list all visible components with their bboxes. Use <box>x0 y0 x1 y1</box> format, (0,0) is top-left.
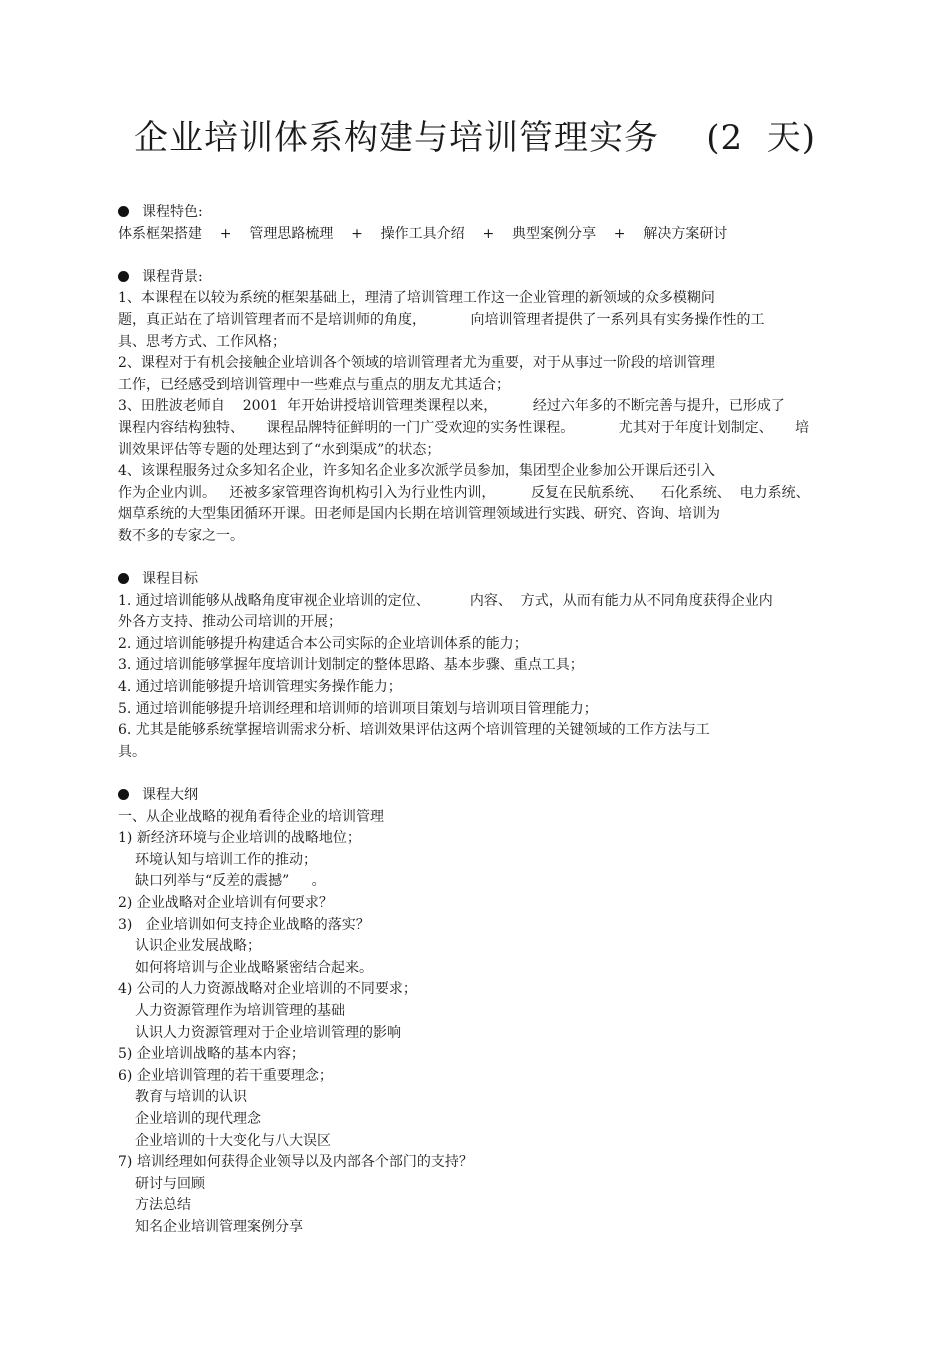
document-title: 企业培训体系构建与培训管理实务 (2 天) <box>133 118 816 158</box>
background-line: 4、该课程服务过众多知名企业，许多知名企业多次派学员参加，集团型企业参加公开课后还引入 <box>118 463 715 480</box>
outline-line: 环境认知与培训工作的推动； <box>135 851 317 868</box>
goal-line: 外各方支持、推动公司培训的开展； <box>118 614 342 631</box>
outline-line: 缺口列举与“反差的震撼” 。 <box>135 873 326 890</box>
background-line: 1、本课程在以较为系统的框架基础上，理清了培训管理工作这一企业管理的新领域的众多模糊问 <box>118 290 715 307</box>
bullet-icon <box>118 206 129 217</box>
document-body <box>118 202 858 1239</box>
outline-line: 如何将培训与企业战略紧密结合起来。 <box>135 959 373 976</box>
outline-line: 1) 新经济环境与企业培训的战略地位； <box>118 830 361 847</box>
outline-list <box>118 807 858 1239</box>
outline-line: 教育与培训的认识 <box>135 1089 247 1106</box>
goals-list <box>118 591 858 764</box>
background-line: 作为企业内训。 还被多家管理咨询机构引入为行业性内训， 反复在民航系统、 石化系统、 电力系统、 <box>118 484 810 501</box>
outline-line: 2) 企业战略对企业培训有何要求？ <box>118 895 333 911</box>
background-line: 训效果评估等专题的处理达到了“水到渠成”的状态； <box>118 441 441 458</box>
outline-line: 企业培训的现代理念 <box>135 1110 261 1127</box>
background-line: 3、田胜波老师自 2001 年开始讲授培训管理类课程以来， 经过六年多的不断完善与提升，已形成了 <box>118 398 785 415</box>
goal-line: 4. 通过培训能够提升培训管理实务操作能力； <box>118 679 402 696</box>
outline-line: 知名企业培训管理案例分享 <box>135 1218 303 1235</box>
outline-line: 方法总结 <box>135 1197 191 1214</box>
bullet-icon <box>118 789 129 800</box>
section-heading-background: 课程背景: <box>118 267 858 289</box>
goal-line: 具。 <box>118 743 146 760</box>
background-line: 2、课程对于有机会接触企业培训各个领域的培训管理者尤为重要，对于从事过一阶段的培训管理 <box>118 355 715 372</box>
section-heading-goals: 课程目标 <box>118 569 858 591</box>
section-heading-outline: 课程大纲 <box>118 785 858 807</box>
outline-line: 研讨与回顾 <box>135 1175 205 1192</box>
bullet-icon <box>118 573 129 584</box>
background-line: 工作，已经感受到培训管理中一些难点与重点的朋友尤其适合； <box>118 376 510 393</box>
section-heading-features: 课程特色: <box>118 202 858 224</box>
background-line: 烟草系统的大型集团循环开课。田老师是国内长期在培训管理领域进行实践、研究、咨询、培训为 <box>118 506 720 523</box>
background-line: 题，真正站在了培训管理者而不是培训师的角度， 向培训管理者提供了一系列具有实务操作性的工 <box>118 311 765 328</box>
goal-line: 2. 通过培训能够提升构建适合本公司实际的企业培训体系的能力； <box>118 635 528 652</box>
outline-line: 3) 企业培训如何支持企业战略的落实？ <box>118 916 370 933</box>
outline-line: 企业培训的十大变化与八大误区 <box>135 1132 331 1149</box>
outline-line: 人力资源管理作为培训管理的基础 <box>135 1002 345 1019</box>
background-line: 数不多的专家之一。 <box>118 527 244 544</box>
background-paragraphs <box>118 288 858 547</box>
outline-line: 5) 企业培训战略的基本内容； <box>118 1046 305 1063</box>
goal-line: 3. 通过培训能够掌握年度培训计划制定的整体思路、基本步骤、重点工具； <box>118 657 584 674</box>
background-line: 课程内容结构独特、 课程品牌特征鲜明的一门广受欢迎的实务性课程。 尤其对于年度计划制定、 培 <box>118 419 810 436</box>
outline-line: 一、从企业战略的视角看待企业的培训管理 <box>118 808 384 825</box>
outline-line: 6) 企业培训管理的若干重要理念； <box>118 1067 333 1084</box>
outline-line: 7) 培训经理如何获得企业领导以及内部各个部门的支持？ <box>118 1154 473 1171</box>
goal-line: 1. 通过培训能够从战略角度审视企业培训的定位、 内容、 方式，从而有能力从不同角度获得企业内 <box>118 592 773 609</box>
outline-line: 4) 公司的人力资源战略对企业培训的不同要求； <box>118 981 417 998</box>
goal-line: 5. 通过培训能够提升培训经理和培训师的培训项目策划与培训项目管理能力； <box>118 700 598 717</box>
bullet-icon <box>118 271 129 282</box>
features-line: 体系框架搭建 + 管理思路梳理 + 操作工具介绍 + 典型案例分享 + 解决方案研讨 <box>118 225 728 242</box>
outline-line: 认识人力资源管理对于企业培训管理的影响 <box>135 1024 401 1041</box>
outline-line: 认识企业发展战略； <box>135 938 261 955</box>
background-line: 具、思考方式、工作风格； <box>118 333 286 350</box>
goal-line: 6. 尤其是能够系统掌握培训需求分析、培训效果评估这两个培训管理的关键领域的工作方法与工 <box>118 722 710 739</box>
